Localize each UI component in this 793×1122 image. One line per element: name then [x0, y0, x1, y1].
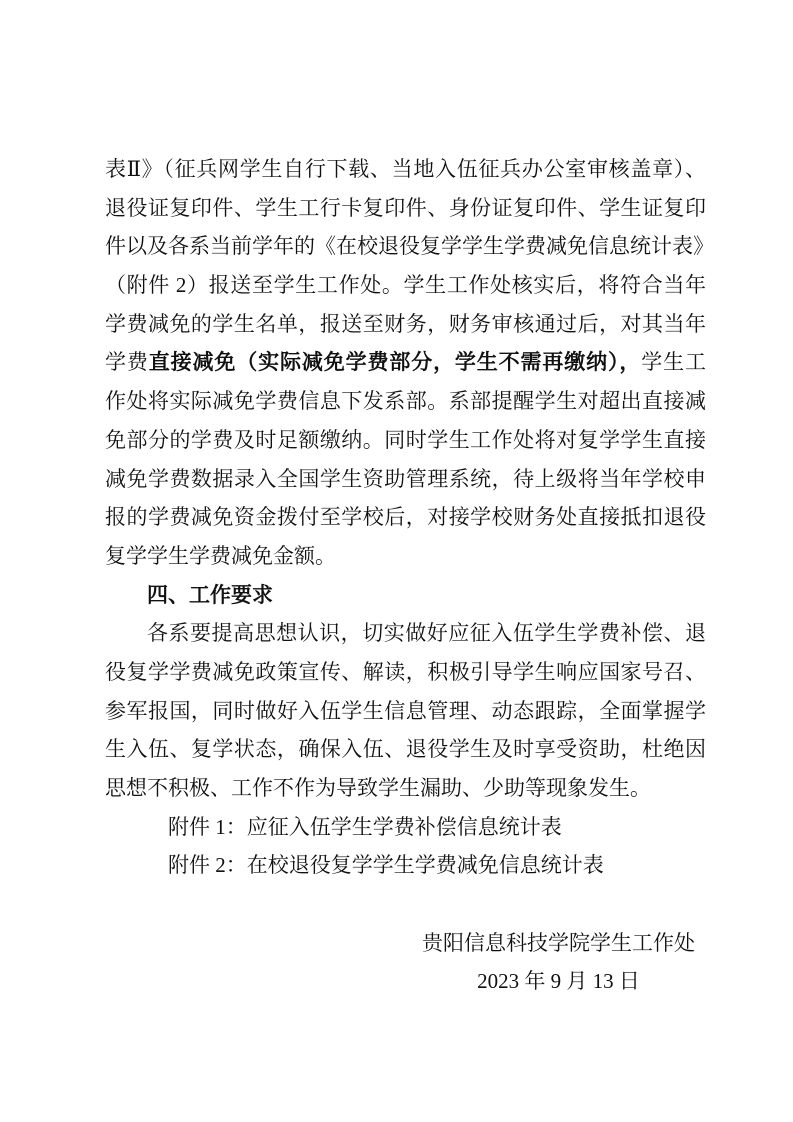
blank-line-spacer	[105, 885, 706, 924]
signature-organization: 贵阳信息科技学院学生工作处	[422, 930, 695, 955]
body-line: 表Ⅱ》（征兵网学生自行下载、当地入伍征兵办公室审核盖章）、	[105, 157, 706, 181]
body-line: 各系要提高思想认识，切实做好应征入伍学生学费补偿、退	[147, 621, 706, 646]
body-line: 退役证复印件、学生工行卡复印件、身份证复印件、学生证复印	[105, 195, 706, 220]
body-line: 件以及各系当前学年的《在校退役复学学生学费减免信息统计表》	[105, 234, 714, 259]
signature-date: 2023 年 9 月 13 日	[477, 969, 640, 994]
body-line: 作处将实际减免学费信息下发系部。系部提醒学生对超出直接减	[105, 389, 706, 414]
signature-block	[105, 924, 706, 1001]
attachment-line: 附件 1：应征入伍学生学费补偿信息统计表	[168, 814, 562, 839]
body-line: 生入伍、复学状态，确保入伍、退役学生及时享受资助，杜绝因	[105, 737, 706, 762]
body-line: 参军报国，同时做好入伍学生信息管理、动态跟踪，全面掌握学	[105, 698, 706, 723]
body-line: 免部分的学费及时足额缴纳。同时学生工作处将对复学学生直接	[105, 427, 706, 452]
body-line: 复学学生学费减免金额。	[105, 543, 336, 568]
body-line-with-bold	[105, 343, 706, 382]
body-line: 思想不积极、工作不作为导致学生漏助、少助等现象发生。	[105, 776, 651, 800]
text-run: 学费	[105, 350, 149, 375]
bold-text-run: 直接减免（实际减免学费部分，学生不需再缴纳），	[148, 350, 642, 375]
section-heading: 四、工作要求	[147, 582, 273, 607]
body-line: 役复学学费减免政策宣传、解读，积极引导学生响应国家号召、	[105, 659, 706, 684]
signature-inner	[422, 924, 695, 1001]
body-line: 报的学费减免资金拨付至学校后，对接学校财务处直接抵扣退役	[105, 505, 706, 530]
body-line: 学费减免的学生名单，报送至财务，财务审核通过后，对其当年	[105, 311, 706, 336]
attachment-line: 附件 2：在校退役复学学生学费减免信息统计表	[168, 853, 604, 878]
body-line: 减免学费数据录入全国学生资助管理系统，待上级将当年学校申	[105, 466, 706, 491]
body-line: （附件 2）报送至学生工作处。学生工作处核实后，将符合当年	[105, 273, 706, 298]
document-body	[105, 150, 714, 1001]
text-run: 学生工	[641, 350, 707, 375]
